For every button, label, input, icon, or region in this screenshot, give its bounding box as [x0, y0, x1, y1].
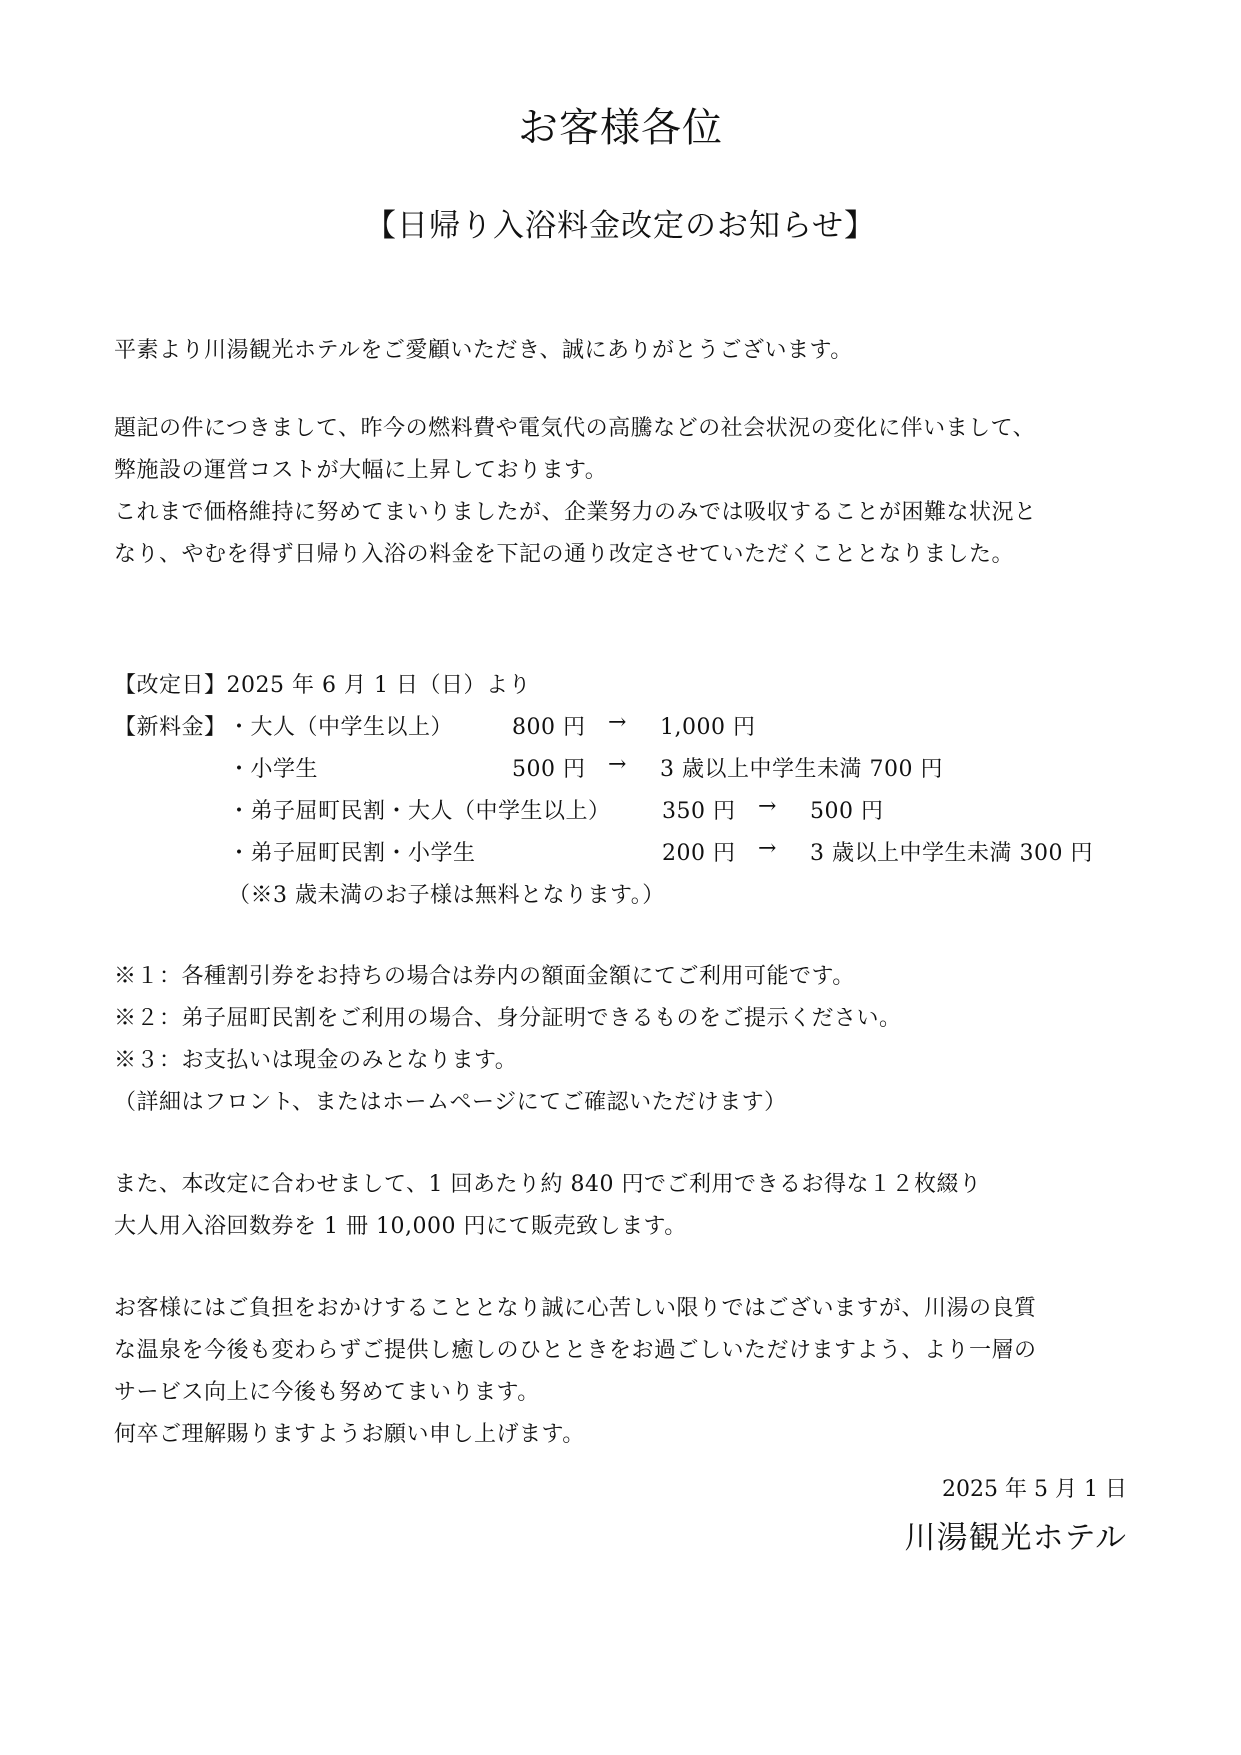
price-new: 1,000 円	[660, 715, 756, 740]
issue-date: 2025 年 5 月 1 日	[942, 1477, 1127, 1502]
closing-line: な温泉を今後も変わらずご提供し癒しのひとときをお過ごしいただけますよう、より一層の	[114, 1338, 1037, 1363]
body-line: 弊施設の運営コストが大幅に上昇しております。	[114, 458, 608, 483]
price-arrow: →	[608, 710, 627, 735]
price-old: 500 円	[512, 757, 586, 782]
notice-subtitle: 【日帰り入浴料金改定のお知らせ】	[364, 208, 877, 244]
closing-block	[114, 1288, 1037, 1456]
price-new: 500 円	[810, 799, 884, 824]
price-item: ・弟子屈町民割・小学生	[228, 841, 476, 866]
note-line: ※１：各種割引券をお持ちの場合は券内の額面金額にてご利用可能です。	[114, 964, 855, 989]
price-old: 800 円	[512, 715, 586, 740]
note-line: ※３：お支払いは現金のみとなります。	[114, 1048, 518, 1073]
page-title: お客様各位	[518, 105, 723, 151]
note-line: ※２：弟子屈町民割をご利用の場合、身分証明できるものをご提示ください。	[114, 1006, 902, 1031]
ticket-line: 大人用入浴回数券を 1 冊 10,000 円にて販売致します。	[114, 1214, 687, 1239]
price-new: 3 歳以上中学生未満 700 円	[660, 757, 943, 782]
price-new: 3 歳以上中学生未満 300 円	[810, 841, 1093, 866]
body-paragraph	[114, 408, 1037, 576]
ticket-line: また、本改定に合わせまして、1 回あたり約 840 円でご利用できるお得な１２枚綴り	[114, 1172, 982, 1197]
price-arrow: →	[758, 794, 777, 819]
price-item: ・弟子屈町民割・大人（中学生以上）	[228, 799, 611, 824]
note-line: （詳細はフロント、またはホームページにてご確認いただけます）	[114, 1090, 787, 1115]
body-line: これまで価格維持に努めてまいりましたが、企業努力のみでは吸収することが困難な状況と	[114, 500, 1037, 525]
free-note: （※3 歳未満のお子様は無料となります。）	[228, 883, 665, 908]
price-old: 200 円	[662, 841, 736, 866]
revision-date: 【改定日】2025 年 6 月 1 日（日）より	[114, 673, 531, 698]
price-old: 350 円	[662, 799, 736, 824]
closing-line: サービス向上に今後も努めてまいります。	[114, 1380, 540, 1405]
notes-block	[114, 956, 902, 1124]
body-line: 題記の件につきまして、昨今の燃料費や電気代の高騰などの社会状況の変化に伴いまして、	[114, 416, 1036, 441]
ticket-block	[114, 1164, 982, 1248]
closing-line: 何卒ご理解賜りますようお願い申し上げます。	[114, 1422, 585, 1447]
body-line: なり、やむを得ず日帰り入浴の料金を下記の通り改定させていただくこととなりました。	[114, 542, 1015, 567]
closing-line: お客様にはご負担をおかけすることとなり誠に心苦しい限りではございますが、川湯の良質	[114, 1296, 1037, 1321]
new-price-label: 【新料金】	[114, 715, 227, 740]
price-item: ・大人（中学生以上）	[228, 715, 454, 740]
price-arrow: →	[758, 836, 777, 861]
price-arrow: →	[608, 752, 627, 777]
hotel-signature: 川湯観光ホテル	[904, 1520, 1127, 1556]
price-item: ・小学生	[228, 757, 319, 782]
greeting-text: 平素より川湯観光ホテルをご愛顧いただき、誠にありがとうございます。	[114, 338, 853, 363]
